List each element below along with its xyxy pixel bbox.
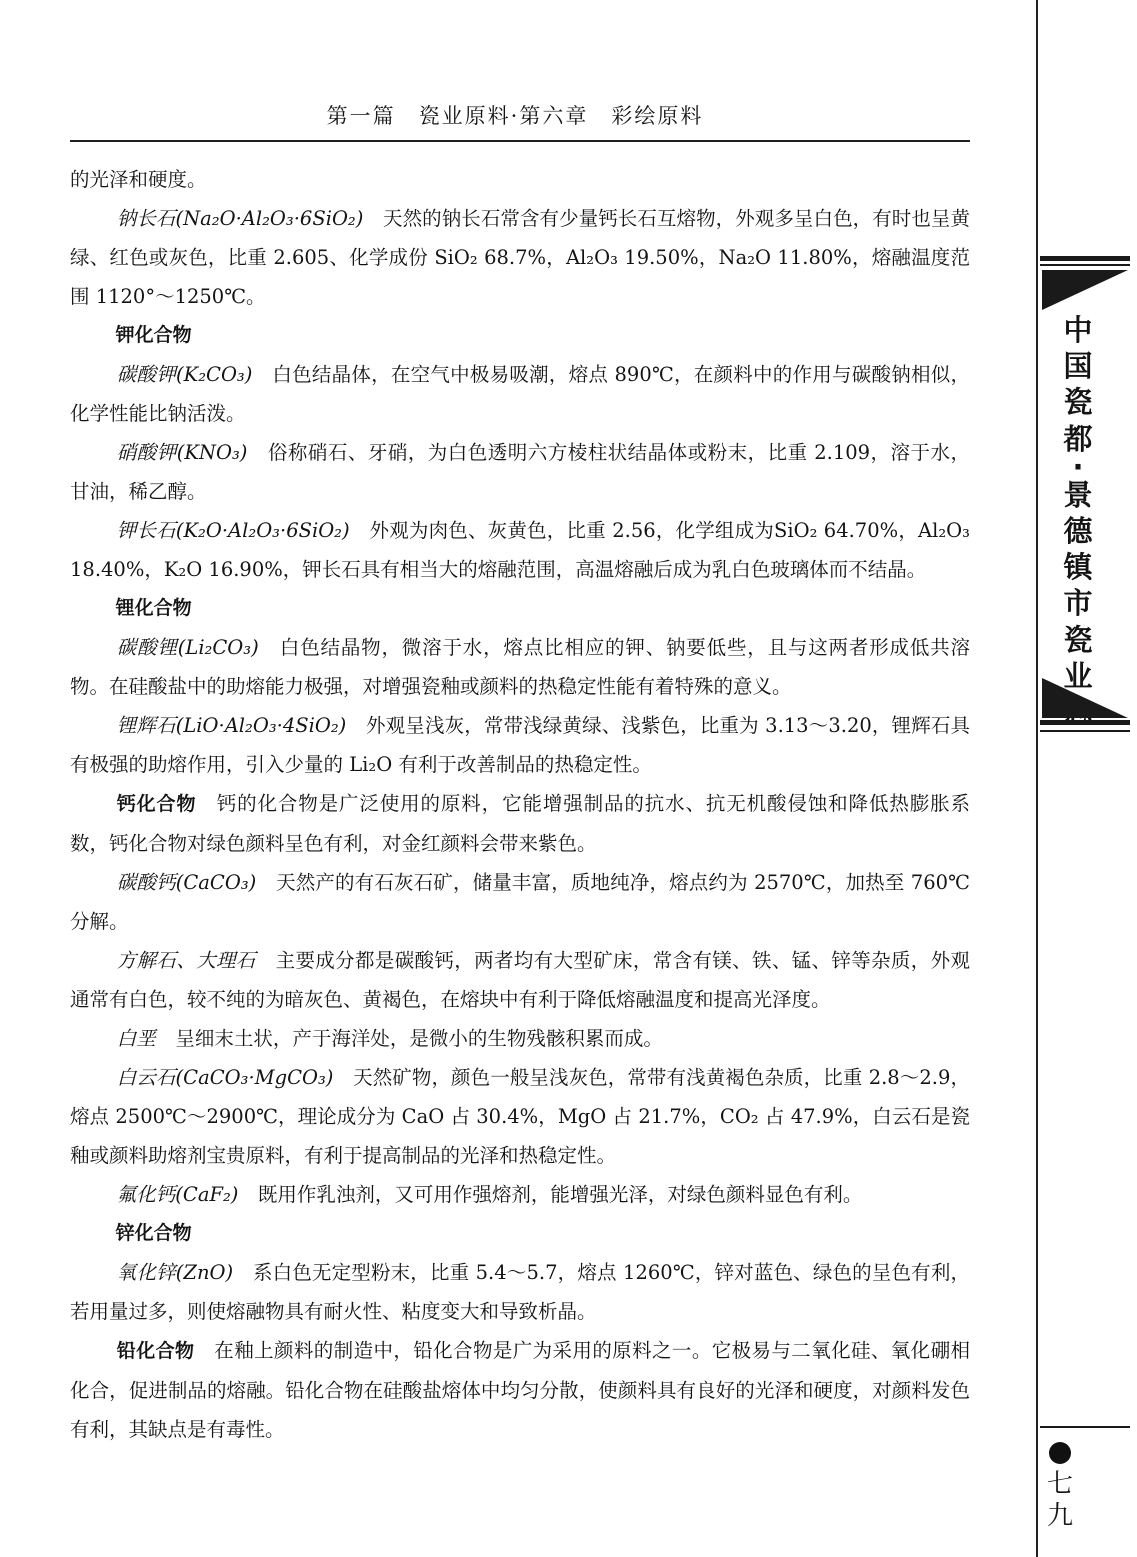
term-dolomite: 白云石(CaCO₃·MgCO₃): [116, 1066, 334, 1089]
running-header: 第一篇 瓷业原料·第六章 彩绘原料: [326, 104, 704, 128]
term-orthoclase: 钾长石(K₂O·Al₂O₃·6SiO₂): [116, 519, 350, 542]
paragraph-li2co3: [70, 628, 970, 706]
text-kno3: 俗称硝石、牙硝，为白色透明六方棱柱状结晶体或粉末，比重 2.109，溶于水，甘油，稀乙醇。: [70, 441, 970, 503]
sidebar-chevron-bottom-icon: [1042, 676, 1128, 718]
term-k2co3: 碳酸钾(K₂CO₃): [116, 363, 253, 386]
heading-potassium: 钾化合物: [115, 324, 192, 346]
text-lead: 在釉上颜料的制造中，铅化合物是广为采用的原料之一。它极易与二氧化硅、氧化硼相化合，促进制品的熔融。铅化合物在硅酸盐熔体中均匀分散，使颜料具有良好的光泽和硬度，对颜料发色有利，其缺点是有毒性。: [70, 1339, 970, 1441]
page-number: 七 九: [1046, 1469, 1073, 1531]
term-albite: 钠长石(Na₂O·Al₂O₃·6SiO₂): [116, 207, 364, 230]
header-rule: [70, 140, 970, 142]
paragraph-chalk: [70, 1019, 970, 1058]
term-zno: 氧化锌(ZnO): [116, 1261, 234, 1284]
margin-rule: [1036, 0, 1038, 1557]
sidebar-band-bottom: [1040, 720, 1130, 725]
paragraph-calcium: [70, 784, 970, 863]
heading-lead: 铅化合物: [116, 1340, 195, 1362]
paragraph-caco3: [70, 863, 970, 941]
term-calcite: 方解石、大理石: [116, 949, 256, 972]
term-caf2: 氟化钙(CaF₂): [116, 1183, 239, 1206]
paragraph-spodumene: [70, 706, 970, 784]
body-text: [70, 160, 970, 1449]
sidebar-band-top: [1040, 256, 1130, 261]
sidebar-book-title: 中 国 瓷 都 · 景 德 镇 市 瓷 业: [1063, 313, 1093, 693]
text-li2co3: 白色结晶物，微溶于水，熔点比相应的钾、钠要低些，且与这两者形成低共溶物。在硅酸盐中的助熔能力极强，对增强瓷釉或颜料的热稳定性能有着特殊的意义。: [70, 636, 970, 698]
term-spodumene: 锂辉石(LiO·Al₂O₃·4SiO₂): [116, 714, 347, 737]
sidebar-chevron-top-icon: [1042, 270, 1128, 312]
text-caco3: 天然产的有石灰石矿，储量丰富，质地纯净，熔点约为 2570℃，加热至 760℃分解。: [70, 871, 970, 933]
text-k2co3: 白色结晶体，在空气中极易吸潮，熔点 890℃，在颜料中的作用与碳酸钠相似，化学性能比钠活泼。: [70, 363, 970, 425]
page-marker-dot: [1049, 1442, 1071, 1464]
term-chalk: 白垩: [116, 1027, 156, 1050]
text-dolomite: 天然矿物，颜色一般呈浅灰色，常带有浅黄褐色杂质，比重 2.8～2.9，熔点 2500℃～2900℃，理论成分为 CaO 占 30.4%，MgO 占 21.7%，CO₂ 占 47.9%，白云石是瓷釉或颜料助熔剂宝贵原料，有利于提高制品的光泽和热稳定性。: [70, 1066, 971, 1167]
heading-zinc: 锌化合物: [115, 1222, 192, 1244]
text-orthoclase: 外观为肉色、灰黄色，比重 2.56，化学组成为SiO₂ 64.70%，Al₂O₃ 18.40%，K₂O 16.90%，钾长石具有相当大的熔融范围，高温熔融后成为乳白色玻璃体而不结晶。: [70, 519, 970, 581]
heading-lithium: 锂化合物: [115, 597, 192, 619]
term-kno3: 硝酸钾(KNO₃): [116, 441, 248, 464]
paragraph-k2co3: [70, 355, 970, 433]
text-spodumene: 外观呈浅灰，常带浅绿黄绿、浅紫色，比重为 3.13～3.20，锂辉石具有极强的助熔作用，引入少量的 Li₂O 有利于改善制品的热稳定性。: [70, 714, 970, 776]
text-zno: 系白色无定型粉末，比重 5.4～5.7，熔点 1260℃，锌对蓝色、绿色的呈色有利，若用量过多，则使熔融物具有耐火性、粘度变大和导致析晶。: [70, 1261, 970, 1323]
paragraph-lead: [70, 1331, 970, 1449]
text-albite: 天然的钠长石常含有少量钙长石互熔物，外观多呈白色，有时也呈黄绿、红色或灰色，比重 2.605、化学成份 SiO₂ 68.7%，Al₂O₃ 19.50%，Na₂O 11.80%，熔融温度范围 1120°～1250℃。: [70, 207, 970, 308]
paragraph-kno3: [70, 433, 970, 511]
term-li2co3: 碳酸锂(Li₂CO₃): [116, 636, 259, 659]
text-caf2: 既用作乳浊剂，又可用作强熔剂，能增强光泽，对绿色颜料显色有利。: [257, 1183, 863, 1206]
paragraph-continuation: 的光泽和硬度。: [70, 168, 207, 191]
sidebar-band-top-thin: [1040, 264, 1130, 266]
paragraph-dolomite: [70, 1058, 970, 1175]
paragraph-calcite: [70, 941, 970, 1019]
text-calcite: 主要成分都是碳酸钙，两者均有大型矿床，常含有镁、铁、锰、锌等杂质，外观通常有白色，较不纯的为暗灰色、黄褐色，在熔块中有利于降低熔融温度和提高光泽度。: [70, 949, 970, 1011]
text-calcium: 钙的化合物是广泛使用的原料，它能增强制品的抗水、抗无机酸侵蚀和降低热膨胀系数，钙化合物对绿色颜料呈色有利，对金红颜料会带来紫色。: [70, 792, 970, 855]
paragraph-caf2: [70, 1175, 970, 1214]
text-chalk: 呈细末土状，产于海洋处，是微小的生物残骸积累而成。: [175, 1027, 663, 1050]
paragraph-albite: [70, 199, 970, 316]
heading-calcium: 钙化合物: [116, 793, 197, 815]
page-number-rule: [1040, 1426, 1130, 1428]
paragraph-zno: [70, 1253, 970, 1331]
paragraph-orthoclase: [70, 511, 970, 589]
term-caco3: 碳酸钙(CaCO₃): [116, 871, 257, 894]
sidebar-band-bottom-thin: [1040, 730, 1130, 732]
